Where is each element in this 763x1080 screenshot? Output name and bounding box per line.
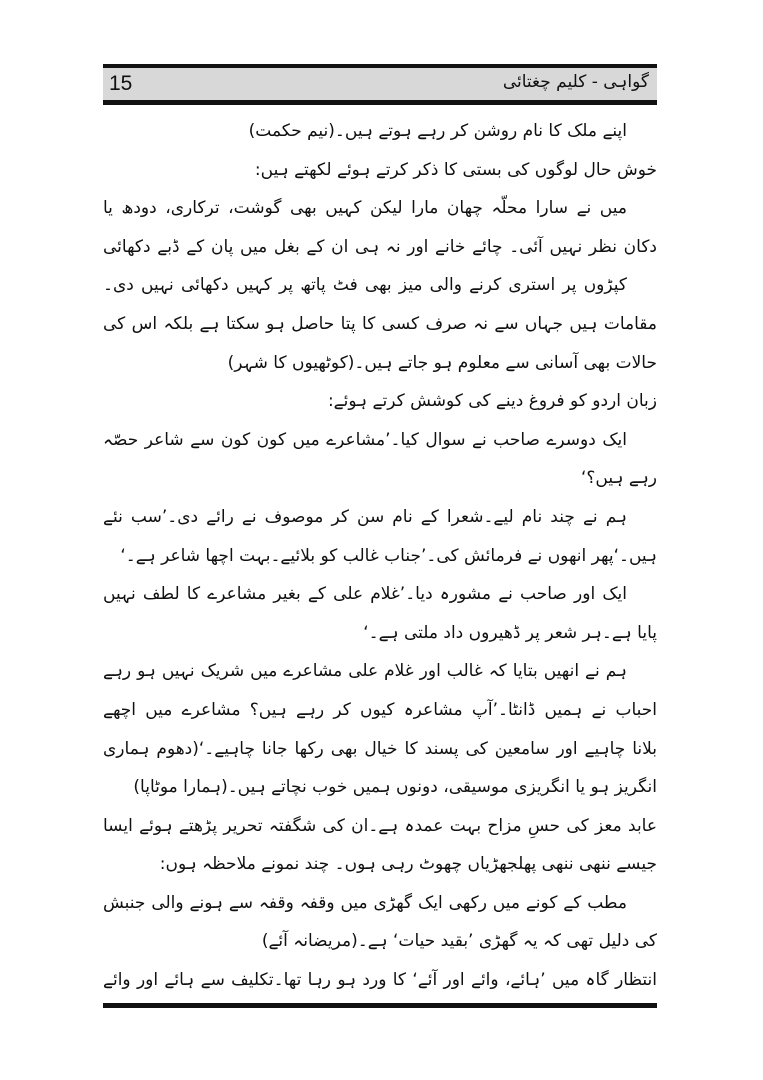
text-line: میں نے سارا محلّہ چھان مارا لیکن کہیں بھی گوشت، ترکاری، دودھ یا <box>103 198 627 219</box>
text-line: اپنے ملک کا نام روشن کر رہے ہوتے ہیں۔(نیم حکمت) <box>248 121 627 141</box>
text-line: ایک دوسرے صاحب نے سوال کیا۔’مشاعرے میں کون کون سے شاعر حصّہ <box>103 429 627 450</box>
text-line: کی دلیل تھی کہ یہ گھڑی ’بقید حیات‘ ہے۔(مریضانہ آئے) <box>261 931 657 952</box>
text-line: ہیں۔‘پھر انھوں نے فرمائش کی۔’جناب غالب کو بلائیے۔بہت اچھا شاعر ہے۔‘ <box>120 545 657 566</box>
text-line: انتظار گاہ میں ’ہائے، وائے اور آئے‘ کا ورد ہو رہا تھا۔تکلیف سے ہائے اور وائے <box>103 970 657 991</box>
text-line: جیسے ننھی ننھی پھلجھڑیاں چھوٹ رہی ہوں۔ چند نمونے ملاحظہ ہوں: <box>159 854 657 875</box>
text-line: انگریز ہو یا انگریزی موسیقی، دونوں ہمیں خوب نچاتے ہیں۔(ہمارا موٹاپا) <box>133 777 657 798</box>
text-line: کپڑوں پر استری کرنے والی میز بھی فٹ پاتھ پر کہیں دکھائی نہیں دی۔ <box>103 275 627 296</box>
text-line: دکان نظر نہیں آئی۔ چائے خانے اور نہ ہی ان کے بغل میں پان کے ڈبے دکھائی <box>103 236 657 257</box>
header-title: گواہی - کلیم چغتائی <box>502 72 649 92</box>
text-line: احباب نے ہمیں ڈانٹا۔’آپ مشاعرہ کیوں کر رہے ہیں؟ مشاعرے میں اچھے <box>103 699 657 720</box>
text-line: زبان اردو کو فروغ دینے کی کوشش کرتے ہوئے: <box>327 391 657 412</box>
text-line: خوش حال لوگوں کی بستی کا ذکر کرتے ہوئے لکھتے ہیں: <box>254 159 657 180</box>
text-line: ایک اور صاحب نے مشورہ دیا۔’غلام علی کے بغیر مشاعرے کا لطف نہیں <box>103 584 627 605</box>
running-header <box>103 64 657 105</box>
text-line: بلانا چاہیے اور سامعین کی پسند کا خیال بھی رکھا جانا چاہیے۔‘(دھوم ہماری <box>103 738 657 759</box>
text-line: مقامات ہیں جہاں سے نہ صرف کسی کا پتا حاصل ہو سکتا ہے بلکہ اس کی <box>103 313 657 334</box>
text-line: ہم نے چند نام لیے۔شعرا کے نام سن کر موصوف نے رائے دی۔’سب نئے <box>103 506 627 527</box>
page-number: 15 <box>109 72 133 95</box>
text-line: ہم نے انھیں بتایا کہ غالب اور غلام علی مشاعرے میں شریک نہیں ہو رہے <box>103 661 627 682</box>
text-line: حالات بھی آسانی سے معلوم ہو جاتے ہیں۔(کوٹھیوں کا شہر) <box>227 352 657 373</box>
footer-rule <box>103 1003 657 1008</box>
text-line: پایا ہے۔ہر شعر پر ڈھیروں داد ملتی ہے۔‘ <box>363 622 657 643</box>
page-body <box>103 112 657 1000</box>
text-line: رہے ہیں؟‘ <box>581 468 657 489</box>
text-line: عابد معز کی حسِ مزاح بہت عمدہ ہے۔ان کی شگفتہ تحریر پڑھتے ہوئے ایسا <box>103 815 657 836</box>
text-line: مطب کے کونے میں رکھی ایک گھڑی میں وقفہ وقفہ سے ہونے والی جنبش <box>103 892 627 913</box>
